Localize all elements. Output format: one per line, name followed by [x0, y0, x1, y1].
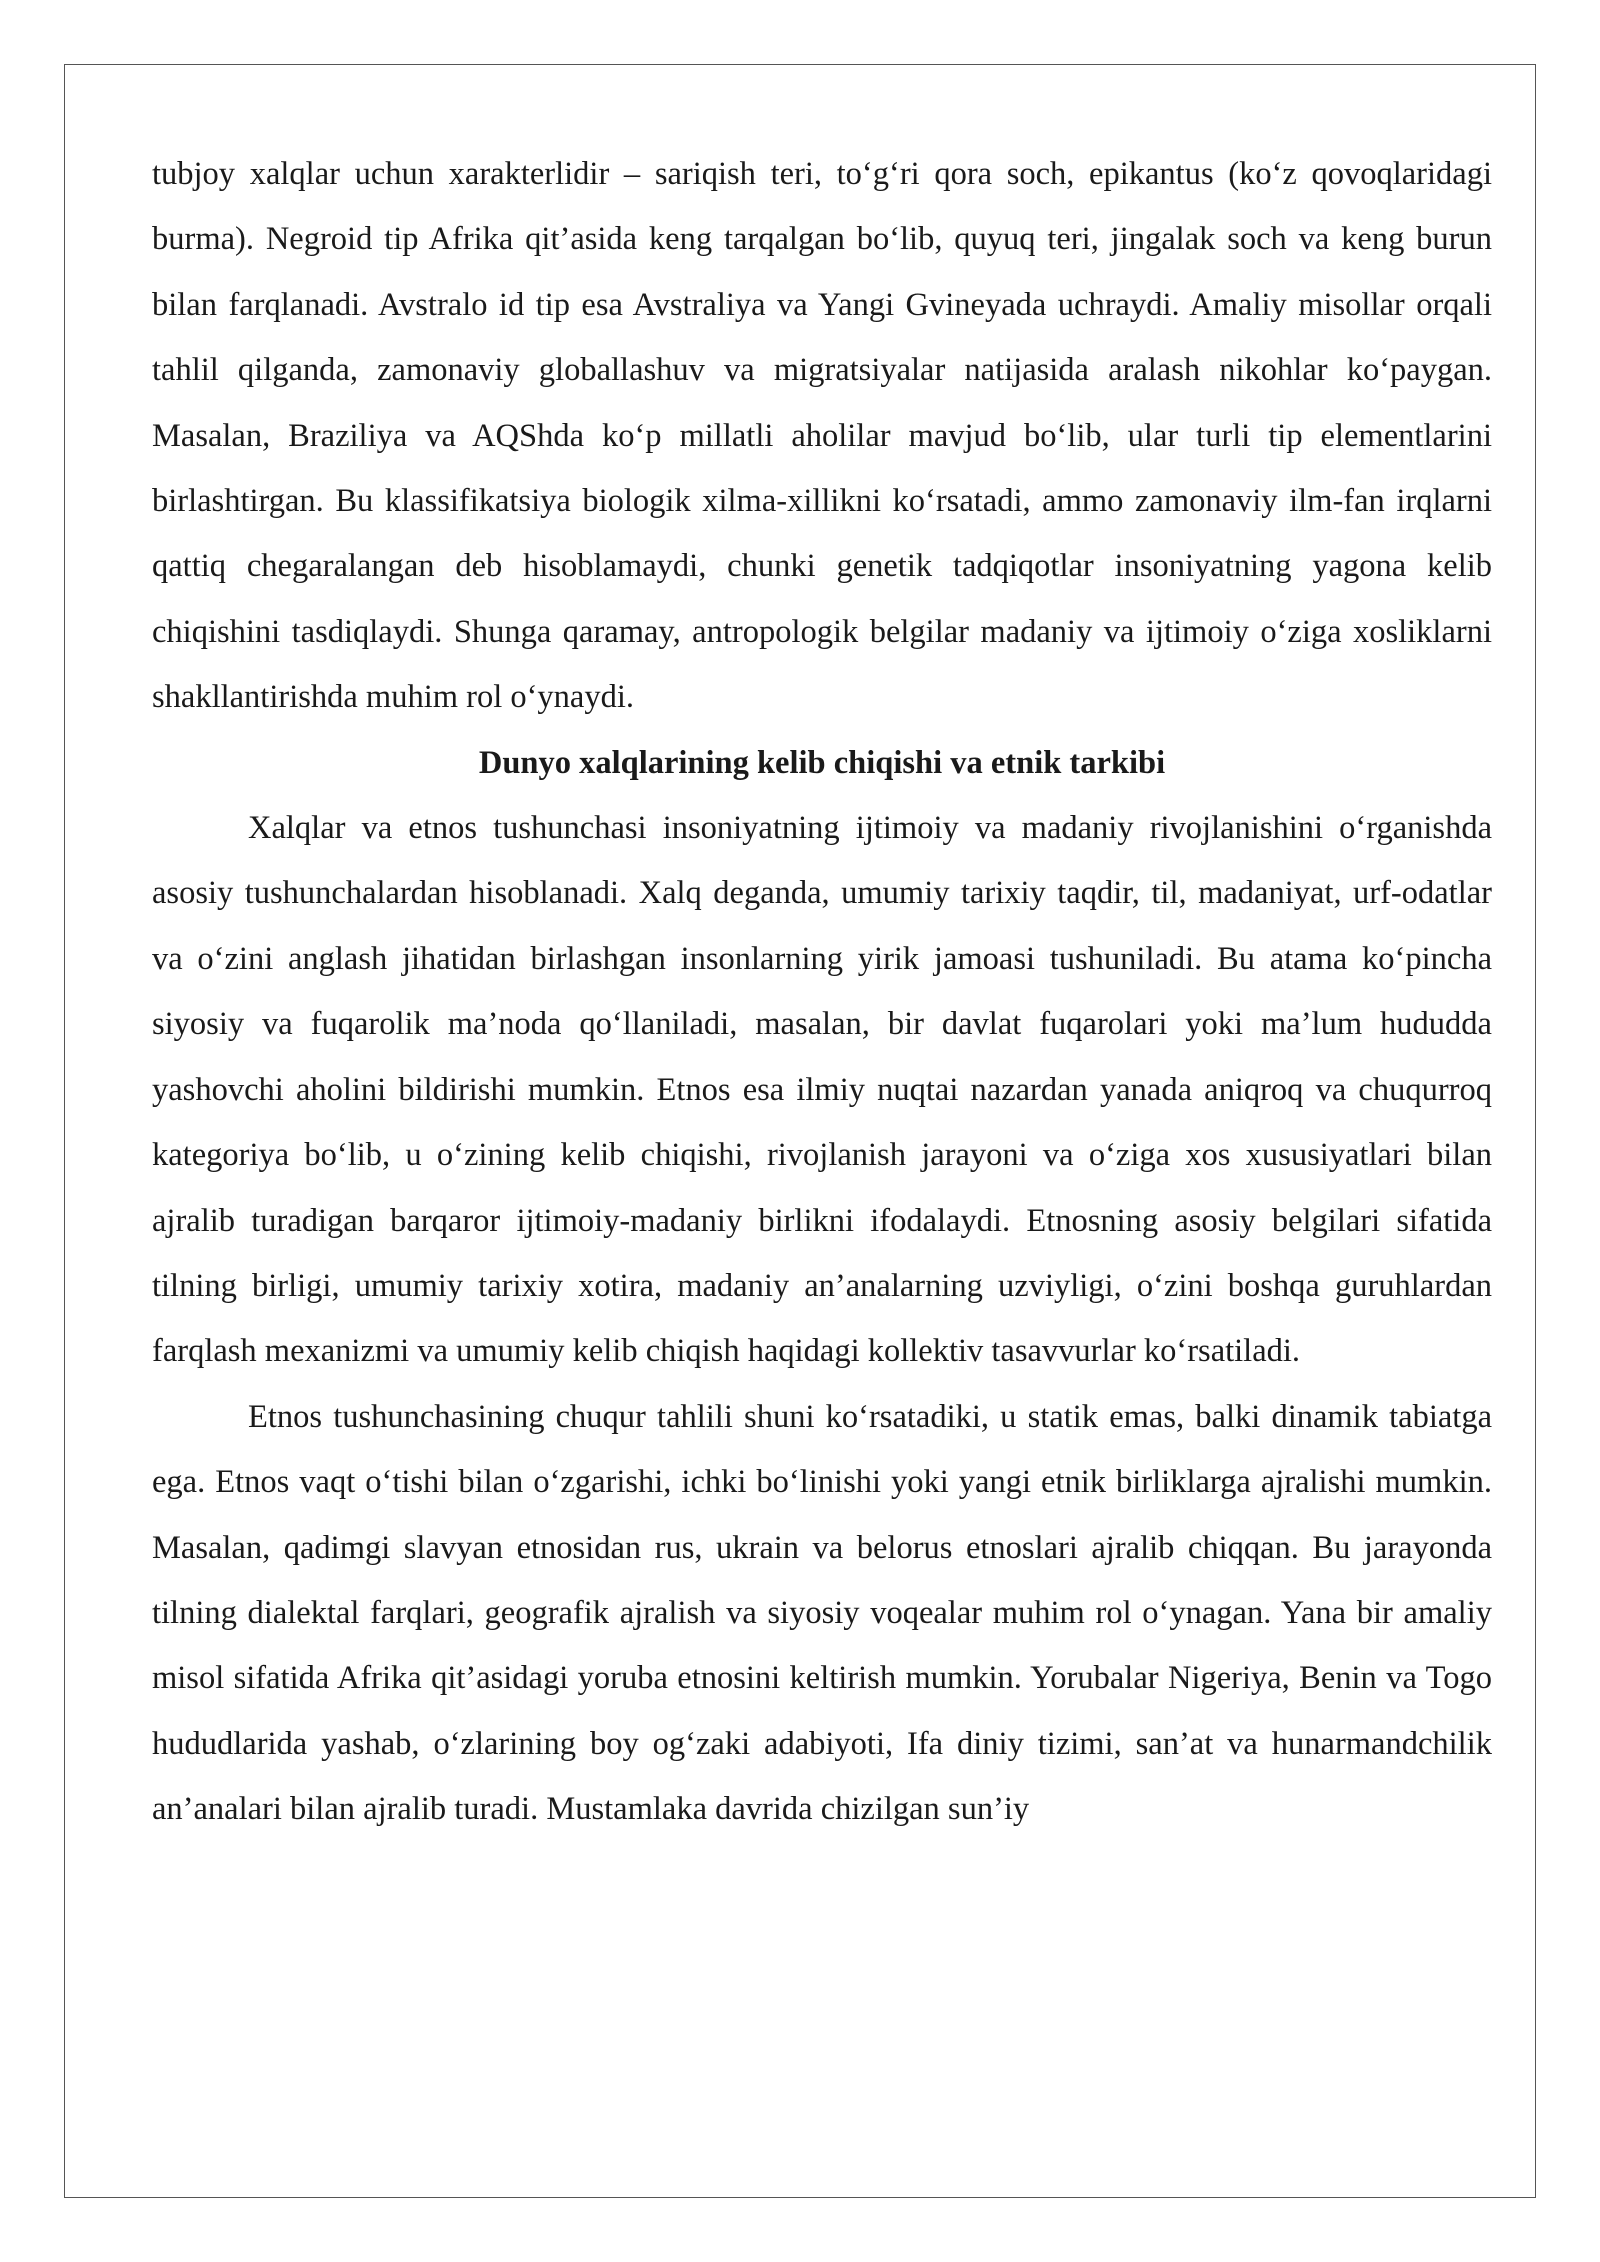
- paragraph-ethnos-dynamics: Etnos tushunchasining chuqur tahlili shuni ko‘rsatadiki, u statik emas, balki dinamik tabiatga ega. Etnos vaqt o‘tishi bilan o‘zgarishi, ichki bo‘linishi yoki yangi etnik birliklarga ajralishi mumkin. Masalan, qadimgi slavyan etnosidan rus, ukrain va belorus etnoslari ajralib chiqqan. Bu jarayonda tilning dialektal farqlari, geografik ajralish va siyosiy voqealar muhim rol o‘ynagan. Yana bir amaliy misol sifatida Afrika qit’asidagi yoruba etnosini keltirish mumkin. Yorubalar Nigeriya, Benin va Togo hududlarida yashab, o‘zlarining boy og‘zaki adabiyoti, Ifa diniy tizimi, san’at va hunarmandchilik an’analari bilan ajralib turadi. Mustamlaka davrida chizilgan sun’iy: [152, 1398, 1492, 1828]
- paragraph-people-and-ethnos: Xalqlar va etnos tushunchasi insoniyatning ijtimoiy va madaniy rivojlanishini o‘rganishda asosiy tushunchalardan hisoblanadi. Xalq deganda, umumiy tarixiy taqdir, til, madaniyat, urf-odatlar va o‘zini anglash jihatidan birlashgan insonlarning yirik jamoasi tushuniladi. Bu atama ko‘pincha siyosiy va fuqarolik ma’noda qo‘llaniladi, masalan, bir davlat fuqarolari yoki ma’lum hududda yashovchi aholini bildirishi mumkin. Etnos esa ilmiy nuqtai nazardan yanada aniqroq va chuqurroq kategoriya bo‘lib, u o‘zining kelib chiqishi, rivojlanish jarayoni va o‘ziga xos xususiyatlari bilan ajralib turadigan barqaror ijtimoiy-madaniy birlikni ifodalaydi. Etnosning asosiy belgilari sifatida tilning birligi, umumiy tarixiy xotira, madaniy an’analarning uzviyligi, o‘zini boshqa guruhlardan farqlash mexanizmi va umumiy kelib chiqish haqidagi kollektiv tasavvurlar ko‘rsatiladi.: [152, 810, 1492, 1370]
- document-body: [152, 142, 1492, 1843]
- section-heading: Dunyo xalqlarining kelib chiqishi va etnik tarkibi: [478, 744, 1166, 781]
- paragraph-racial-types: tubjoy xalqlar uchun xarakterlidir – sariqish teri, to‘g‘ri qora soch, epikantus (ko‘z qovoqlaridagi burma). Negroid tip Afrika qit’asida keng tarqalgan bo‘lib, quyuq teri, jingalak soch va keng burun bilan farqlanadi. Avstralo id tip esa Avstraliya va Yangi Gvineyada uchraydi. Amaliy misollar orqali tahlil qilganda, zamonaviy globallashuv va migratsiyalar natijasida aralash nikohlar ko‘paygan. Masalan, Braziliya va AQShda ko‘p millatli aholilar mavjud bo‘lib, ular turli tip elementlarini birlashtirgan. Bu klassifikatsiya biologik xilma-xillikni ko‘rsatadi, ammo zamonaviy ilm-fan irqlarni qattiq chegaralangan deb hisoblamaydi, chunki genetik tadqiqotlar insoniyatning yagona kelib chiqishini tasdiqlaydi. Shunga qaramay, antropologik belgilar madaniy va ijtimoiy o‘ziga xosliklarni shakllantirishda muhim rol o‘ynaydi.: [152, 156, 1492, 716]
